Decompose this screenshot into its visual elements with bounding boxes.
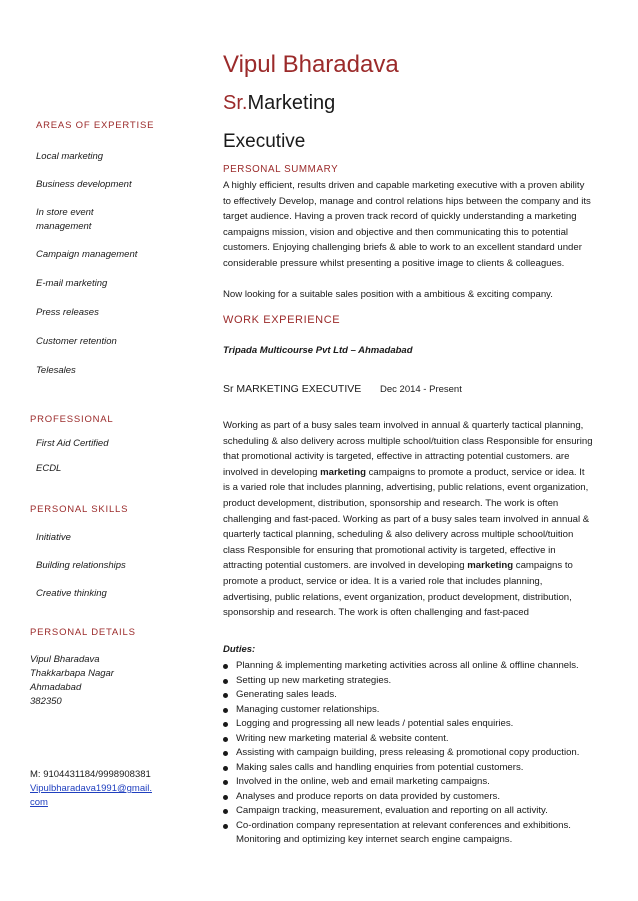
bullet-icon [223,824,228,829]
title-text: Marketing [247,92,336,114]
role-title: Sr MARKETING EXECUTIVE [223,383,362,395]
skill-item: Building relationships [36,560,126,571]
duty-item [223,790,608,805]
bullet-icon [223,780,228,785]
professional-item: First Aid Certified [36,438,109,449]
bullet-icon [223,693,228,698]
duty-item [223,804,608,819]
description-text: campaigns to promote a product, service or idea. It is a varied role that includes planning, advertising, public relations, event organization, product development, distribution, sponsorship and research. The work is often challenging and fast-paced. Working as part of a busy sales team involved in annual & quarterly tactical planning, scheduling & also delivery across multiple school/tuition class Responsible for ensuring that promotional activity is targeted, effective in attracting potential customers. are involved in developing [223,466,590,572]
duty-text: Writing new marketing material & website content. [236,732,449,744]
duty-item [223,819,608,848]
expertise-item: Press releases [36,307,99,318]
duty-item [223,775,608,790]
duty-text: Logging and progressing all new leads / potential sales enquiries. [236,718,514,729]
duty-text: Managing customer relationships. [236,703,380,715]
phone-number: M: 9104431184/9998908381 [30,769,151,780]
email-link-text[interactable]: Vipulbharadava1991@gmail. [30,783,152,794]
duty-item [223,674,608,689]
skill-item: Initiative [36,532,71,543]
bullet-icon [223,708,228,713]
bullet-icon [223,722,228,727]
expertise-item: Customer retention [36,336,117,347]
summary-closing: Now looking for a suitable sales position with a ambitious & exciting company. [223,289,553,300]
bullet-icon [223,751,228,756]
duty-item [223,703,608,718]
bullet-icon [223,766,228,771]
duty-text: Setting up new marketing strategies. [236,674,392,686]
duty-item [223,732,608,747]
duty-item [223,746,608,761]
duty-text: Making sales calls and handling enquiries from potential customers. [236,761,524,773]
company-name: Tripada Multicourse Pvt Ltd – Ahmadabad [223,345,413,356]
role-dates: Dec 2014 - Present [380,384,462,395]
professional-heading: PROFESSIONAL [30,414,114,425]
duty-item [223,659,608,674]
duty-text: Campaign tracking, measurement, evaluation and reporting on all activity. [236,805,548,816]
bullet-icon [223,795,228,800]
summary-paragraph: A highly efficient, results driven and capable marketing executive with a proven ability to effectively Develop, manage and control relations hips between the company and its target audience. Having a proven track record of quickly understanding a marketing campaigns mission, vision and objective and then communicating this to potential customers. Enjoying challenging briefs & able to work to an excellent standard under considerable pressure whilst presenting a positive image to clients & colleagues. [223,180,591,269]
summary-heading: PERSONAL SUMMARY [223,164,339,175]
professional-item: ECDL [36,463,62,474]
job-title-line1 [223,92,335,115]
duty-text: Involved in the online, web and email marketing campaigns. [236,776,490,787]
details-address: Thakkarbapa Nagar [30,668,114,679]
skill-item: Creative thinking [36,588,107,599]
details-name: Vipul Bharadava [30,654,100,665]
duty-text: Analyses and produce reports on data provided by customers. [236,790,500,802]
expertise-item: E-mail marketing [36,278,108,289]
expertise-item: Campaign management [36,249,138,260]
expertise-heading: AREAS OF EXPERTISE [36,120,155,131]
candidate-name: Vipul Bharadava [223,51,399,78]
duty-item [223,761,608,776]
bullet-icon [223,679,228,684]
email-link[interactable] [30,782,152,810]
expertise-item: Telesales [36,365,76,376]
duty-text: Co-ordination company representation at relevant conferences and exhibitions. Monitoring and optimizing key internet search engine campaigns. [236,819,571,845]
duty-item [223,688,608,703]
details-heading: PERSONAL DETAILS [30,627,136,638]
duties-list [223,659,608,848]
details-city: Ahmadabad [30,682,82,693]
duties-heading: Duties: [223,644,256,655]
description-text: Working as part of a busy sales team involved in annual & quarterly tactical planning, scheduling & also delivery across multiple school/tuition class Responsible for ensuring that promotional activity is targeted, effective in attracting potential customers. are involved in developing [223,420,593,478]
duty-text: Generating sales leads. [236,689,337,700]
bullet-icon [223,737,228,742]
skills-heading: PERSONAL SKILLS [30,504,129,515]
expertise-item: Local marketing [36,151,104,162]
duty-text: Planning & implementing marketing activities across all online & offline channels. [236,660,579,671]
email-link-text[interactable]: com [30,797,48,808]
duty-item [223,717,608,732]
bullet-icon [223,809,228,814]
details-postcode: 382350 [30,696,62,707]
expertise-item: In store event management [36,207,94,232]
bullet-icon [223,664,228,669]
keyword: marketing [320,466,366,478]
experience-description [223,418,593,621]
job-title-line2: Executive [223,131,306,152]
description-text: campaigns to promote a product, service or idea. It is a varied role that includes planning, advertising, public relations, event organization, product development, distribution, sponsorship and research. The work is often challenging and fast-paced [223,560,573,619]
expertise-item: Business development [36,179,132,190]
experience-heading: WORK EXPERIENCE [223,314,341,326]
duty-text: Assisting with campaign building, press releasing & promotional copy production. [236,747,580,758]
title-prefix: Sr. [223,92,248,114]
keyword: marketing [467,560,514,572]
